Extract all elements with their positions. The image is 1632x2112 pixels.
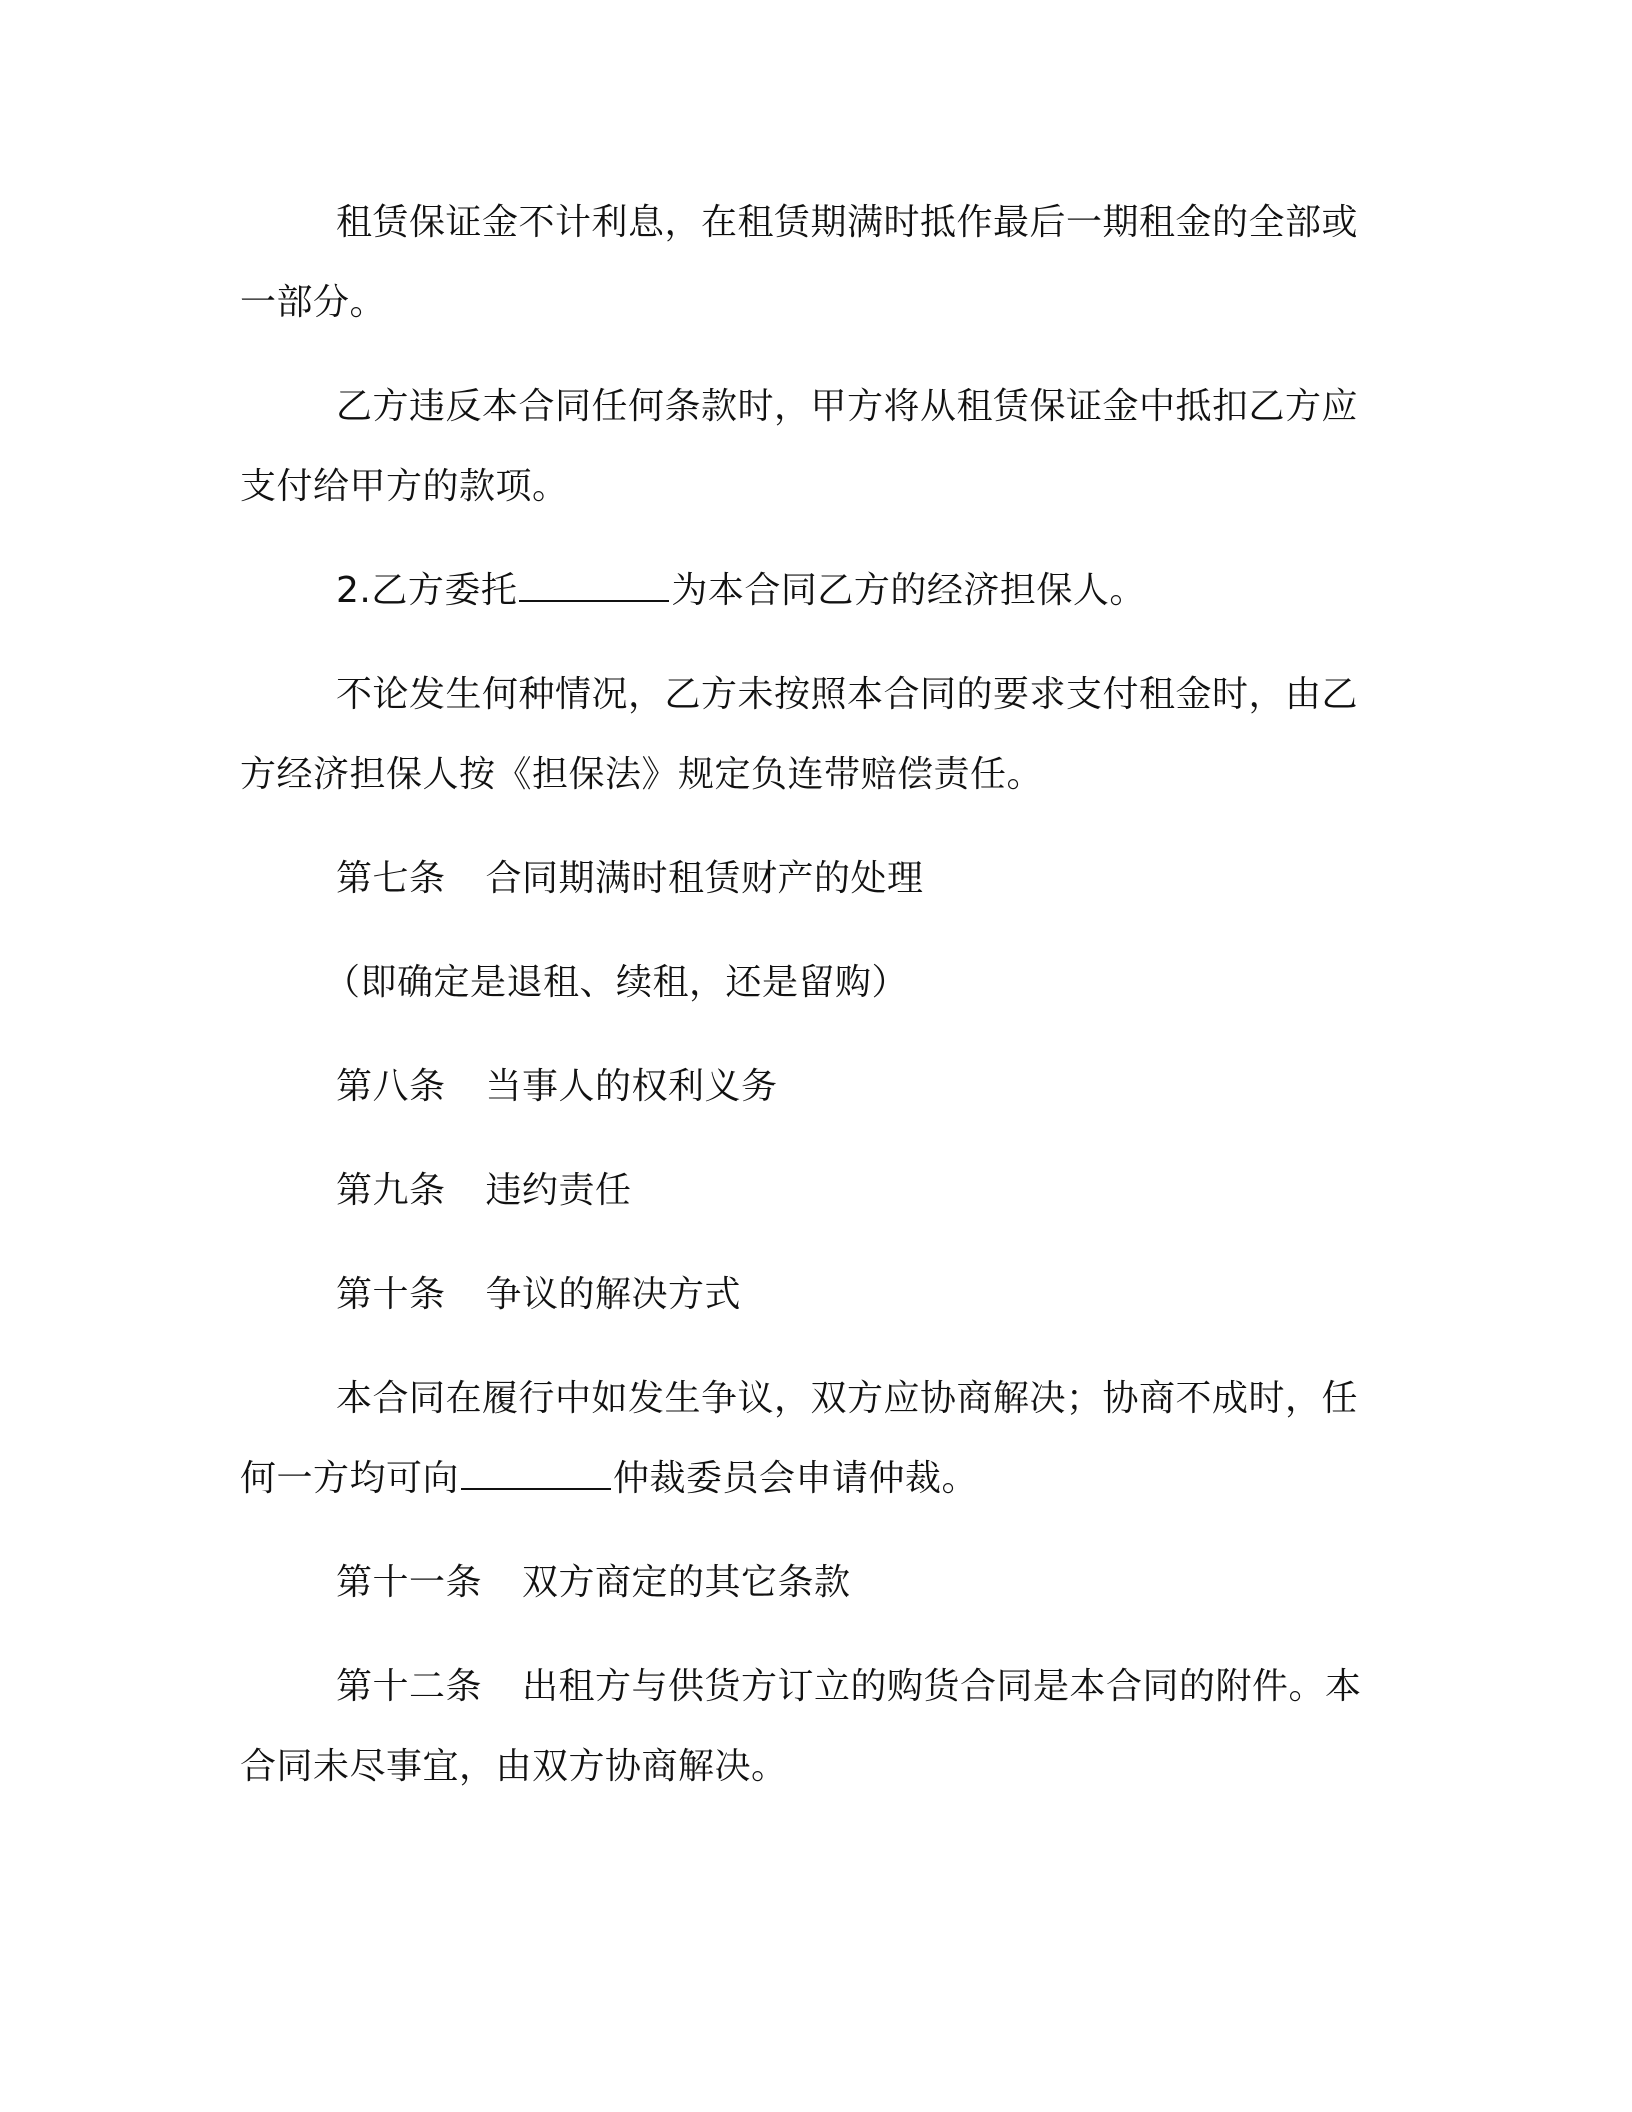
arbitration-text-before: 本合同在履行中如发生争议，双方应协商解决；协商不成时，任何一方均可向 xyxy=(240,1378,1359,1499)
article-9-heading xyxy=(240,1151,1380,1231)
paragraph-arbitration xyxy=(240,1359,1380,1519)
article-10-title: 争议的解决方式 xyxy=(485,1274,742,1315)
article-7-title: 合同期满时租赁财产的处理 xyxy=(485,858,924,899)
guarantor-text-before: 2.乙方委托 xyxy=(336,570,518,611)
article-12-text: 出租方与供货方订立的购货合同是本合同的附件。本合同未尽事宜，由双方协商解决。 xyxy=(240,1666,1362,1787)
article-11-number: 第十一条 xyxy=(336,1562,483,1603)
paragraph-deposit-interest: 租赁保证金不计利息，在租赁期满时抵作最后一期租金的全部或一部分。 xyxy=(240,202,1359,323)
article-8-number: 第八条 xyxy=(336,1066,446,1107)
document-body xyxy=(240,183,1380,1807)
article-12-paragraph xyxy=(240,1647,1380,1807)
article-9-title: 违约责任 xyxy=(485,1170,632,1211)
article-8-heading xyxy=(240,1047,1380,1127)
article-9-number: 第九条 xyxy=(336,1170,446,1211)
article-7-note: （即确定是退租、续租，还是留购） xyxy=(324,962,909,1003)
article-8-title: 当事人的权利义务 xyxy=(485,1066,778,1107)
arbitration-blank-line xyxy=(461,1458,611,1490)
article-7-number: 第七条 xyxy=(336,858,446,899)
article-11-heading xyxy=(240,1543,1380,1623)
guarantor-blank-line xyxy=(519,570,669,602)
guarantor-text-after: 为本合同乙方的经济担保人。 xyxy=(671,570,1146,611)
paragraph-joint-liability: 不论发生何种情况，乙方未按照本合同的要求支付租金时，由乙方经济担保人按《担保法》规定负连带赔偿责任。 xyxy=(240,674,1359,795)
article-7-heading xyxy=(240,839,1380,919)
article-12-number: 第十二条 xyxy=(336,1666,483,1707)
arbitration-text-after: 仲裁委员会申请仲裁。 xyxy=(613,1458,979,1499)
article-11-title: 双方商定的其它条款 xyxy=(522,1562,851,1603)
article-10-heading xyxy=(240,1255,1380,1335)
paragraph-guarantor xyxy=(240,551,1380,631)
article-10-number: 第十条 xyxy=(336,1274,446,1315)
paragraph-deposit-deduction: 乙方违反本合同任何条款时，甲方将从租赁保证金中抵扣乙方应支付给甲方的款项。 xyxy=(240,386,1359,507)
